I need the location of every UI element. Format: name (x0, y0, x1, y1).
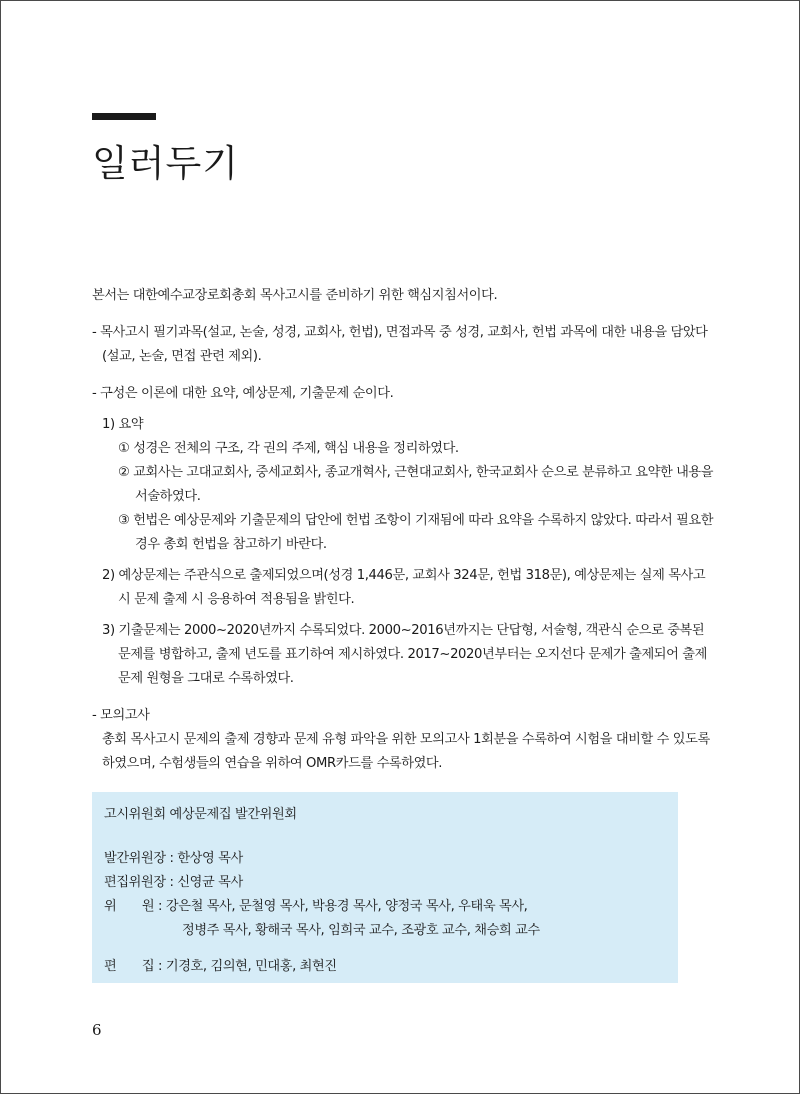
committee-editor-chief: 편집위원장 : 신영균 목사 (104, 875, 243, 890)
summary-list (92, 437, 714, 557)
summary-item-line: ② 교회사는 고대교회사, 중세교회사, 종교개혁사, 근현대교회사, 한국교회사 순으로 분류하고 요약한 내용을 (118, 465, 714, 480)
past-line-1: 3) 기출문제는 2000~2020년까지 수록되었다. 2000~2016년까지는 단답형, 서술형, 객관식 순으로 중복된 (102, 623, 705, 638)
past-line-2: 문제를 병합하고, 출제 년도를 표기하여 제시하였다. 2017~2020년부터는 오지선다 문제가 출제되어 출제 (118, 647, 707, 662)
summary-item-line: ③ 헌법은 예상문제와 기출문제의 답안에 헌법 조항이 기재됨에 따라 요약을 수록하지 않았다. 따라서 필요한 (118, 513, 714, 528)
committee-members (104, 895, 674, 919)
mock-line-2: 하였으며, 수험생들의 연습을 위하여 OMR카드를 수록하였다. (102, 756, 443, 771)
mock-line-1: 총회 목사고시 문제의 출제 경향과 문제 유형 파악을 위한 모의고사 1회분을 수록하여 시험을 대비할 수 있도록 (102, 732, 710, 747)
main-content (92, 284, 714, 776)
members-line-1: 강은철 목사, 문철영 목사, 박용경 목사, 양정국 목사, 우태욱 목사, (165, 899, 528, 914)
members-label: 위 원 : (104, 899, 166, 914)
summary-item (92, 461, 714, 509)
committee-members-continued: 정병주 목사, 황해국 목사, 임희국 교수, 조광호 교수, 채승희 교수 (182, 923, 540, 938)
title-accent-bar (92, 113, 156, 120)
intro-paragraph: 본서는 대한예수교장로회총회 목사고시를 준비하기 위한 핵심지침서이다. (92, 288, 498, 303)
mock-section (92, 728, 710, 776)
expected-questions-section (92, 564, 706, 612)
page-number: 6 (92, 1021, 102, 1039)
subjects-line-2: (설교, 논술, 면접 관련 제외). (102, 349, 262, 364)
summary-item-line: 경우 총회 헌법을 참고하기 바란다. (135, 537, 327, 552)
summary-item-line: 서술하였다. (135, 489, 201, 504)
subjects-line-1: - 목사고시 필기과목(설교, 논술, 성경, 교회사, 헌법), 면접과목 중 성경, 교회사, 헌법 과목에 대한 내용을 담았다 (92, 325, 708, 340)
committee-editing: 편 집 : 기경호, 김의현, 민대홍, 최현진 (104, 959, 337, 974)
past-line-3: 문제 원형을 그대로 수록하였다. (118, 671, 294, 686)
committee-box (92, 792, 678, 983)
page-title: 일러두기 (92, 142, 239, 185)
subjects-section (92, 321, 708, 369)
summary-item (92, 509, 714, 557)
summary-item-line: ① 성경은 전체의 구조, 각 권의 주제, 핵심 내용을 정리하였다. (118, 441, 459, 456)
committee-title: 고시위원회 예상문제집 발간위원회 (104, 807, 297, 822)
past-questions-section (92, 619, 707, 691)
structure-line: - 구성은 이론에 대한 요약, 예상문제, 기출문제 순이다. (92, 386, 394, 401)
summary-heading: 1) 요약 (102, 417, 144, 432)
expected-line-1: 2) 예상문제는 주관식으로 출제되었으며(성경 1,446문, 교회사 324문, 헌법 318문), 예상문제는 실제 목사고 (102, 568, 706, 583)
summary-item (92, 437, 692, 461)
expected-line-2: 시 문제 출제 시 응용하여 적용됨을 밝힌다. (118, 592, 355, 607)
mock-heading: - 모의고사 (92, 708, 150, 723)
committee-chair: 발간위원장 : 한상영 목사 (104, 851, 243, 866)
